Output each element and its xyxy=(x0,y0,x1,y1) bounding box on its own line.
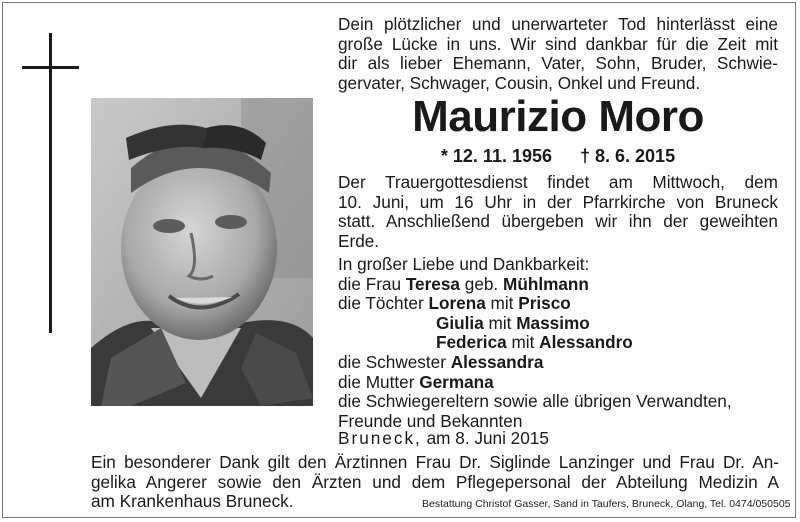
thanks-line: gelika Angerer sowie den Ärzten und dem Pflegepersonal der Abteilung Medizin A xyxy=(91,471,779,492)
mourners-list xyxy=(338,255,732,431)
undertaker-credit: Bestattung Christof Gasser, Sand in Taufers, Bruneck, Olang, Tel. 0474/050505 xyxy=(422,498,791,510)
thanks-line: Ein besonderer Dank gilt den Ärztinnen Frau Dr. Siglinde Lanzinger und Frau Dr. An- xyxy=(91,452,779,472)
place-date xyxy=(338,428,549,449)
thanks-line: am Krankenhaus Bruneck. xyxy=(91,491,294,512)
daughter-line: die Töchter Lorena mit Prisco xyxy=(338,293,571,314)
daughter-line: Federica mit Alessandro xyxy=(436,332,633,353)
mourners-heading: In großer Liebe und Dankbarkeit: xyxy=(338,254,590,274)
service-line: Der Trauergottesdienst findet am Mittwoch, dem xyxy=(338,172,778,192)
intro-line: Dein plötzlicher und unerwarteter Tod hinterlässt eine xyxy=(338,14,778,34)
service-line: 10. Juni, um 16 Uhr in der Pfarrkirche von Bruneck xyxy=(338,191,778,212)
service-line: statt. Anschließend übergeben wir ihn der geweihten xyxy=(338,211,778,232)
death-date: † 8. 6. 2015 xyxy=(580,146,676,166)
sister-line: die Schwester Alessandra xyxy=(338,351,544,372)
service-paragraph xyxy=(338,173,778,251)
place-date-text: am 8. Juni 2015 xyxy=(426,428,549,448)
relatives-line: Freunde und Bekannten xyxy=(338,410,523,431)
daughter-line: Giulia mit Massimo xyxy=(436,312,590,333)
service-line: Erde. xyxy=(338,230,380,251)
cross-vertical-bar xyxy=(49,33,52,333)
place-city: Bruneck, xyxy=(338,428,422,448)
deceased-name: Maurizio Moro xyxy=(412,92,704,141)
intro-paragraph xyxy=(338,15,778,93)
life-dates xyxy=(338,146,778,167)
cross-horizontal-bar xyxy=(22,66,79,69)
intro-line: gervater, Schwager, Cousin, Onkel und Freund. xyxy=(338,72,701,93)
birth-date: * 12. 11. 1956 xyxy=(440,146,552,166)
relatives-line: die Schwiegereltern sowie alle übrigen Verwandten, xyxy=(338,391,732,412)
intro-line: dir als lieber Ehemann, Vater, Sohn, Bruder, Schwie- xyxy=(338,53,778,74)
wife-line: die Frau Teresa geb. Mühlmann xyxy=(338,273,589,294)
mother-line: die Mutter Germana xyxy=(338,371,494,392)
portrait-photo xyxy=(91,98,313,406)
intro-line: große Lücke in uns. Wir sind dankbar für die Zeit mit xyxy=(338,33,778,54)
